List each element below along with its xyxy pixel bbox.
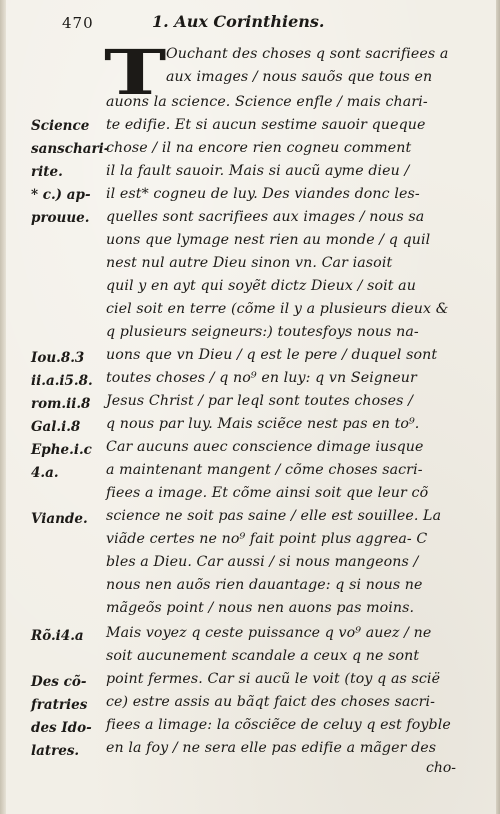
text-line: mãgeõs point / nous nen auons pas moins.	[106, 600, 415, 616]
margin-note: fratries	[31, 697, 88, 713]
text-line: toutes choses / q no⁹ en luy: q vn Seigneur	[106, 370, 417, 386]
margin-note: sanschari-	[31, 141, 110, 157]
text-line: nous nen auõs rien dauantage: q si nous ne	[106, 577, 423, 593]
margin-note: ii.a.i5.8.	[31, 373, 93, 389]
margin-note: des Ido-	[31, 720, 92, 736]
catchword: cho-	[426, 760, 457, 776]
margin-note: Science	[31, 118, 90, 134]
text-line: fiees a limage: la cõsciẽce de celuy q est foyble	[106, 717, 451, 733]
text-line: il la fault sauoir. Mais si aucũ ayme dieu /	[106, 163, 410, 179]
page-number: 470	[62, 14, 94, 32]
running-head: 1. Aux Corinthiens.	[152, 12, 325, 31]
margin-note: latres.	[31, 743, 80, 759]
margin-note: Ephe.i.c	[31, 442, 92, 458]
text-line: aux images / nous sauõs que tous en	[166, 69, 433, 85]
text-line: q plusieurs seigneurs:) toutesfoys nous na-	[106, 324, 419, 340]
text-line: point fermes. Car si aucũ le voit (toy q as scië	[106, 671, 441, 687]
text-line: auons la science. Science enfle / mais chari-	[106, 94, 428, 110]
text-line: bles a Dieu. Car aussi / si nous mangeons /	[106, 554, 419, 570]
text-line: en la foy / ne sera elle pas edifie a mãger des	[106, 740, 437, 756]
text-line: a maintenant mangent / cõme choses sacri-	[106, 462, 423, 478]
text-line: q nous par luy. Mais sciẽce nest pas en to⁹.	[106, 416, 420, 432]
margin-note: Gal.i.8	[31, 419, 81, 435]
text-line: uons que vn Dieu / q est le pere / duquel sont	[106, 347, 438, 363]
page-edge-right	[496, 0, 500, 814]
text-line: viãde certes ne no⁹ fait point plus aggrea- C	[106, 531, 428, 547]
margin-note: prouue.	[31, 210, 90, 226]
page-edge-shadow	[0, 0, 6, 814]
margin-note: Iou.8.3	[31, 350, 85, 366]
text-line: quelles sont sacrifiees aux images / nous sa	[106, 209, 425, 225]
text-line: Mais voyez q ceste puissance q vo⁹ auez / ne	[106, 625, 432, 641]
margin-note: rite.	[31, 164, 63, 180]
margin-note: Viande.	[31, 511, 88, 527]
text-line: science ne soit pas saine / elle est souillee. La	[106, 508, 442, 524]
text-line: soit aucunement scandale a ceux q ne sont	[106, 648, 420, 664]
margin-note: 4.a.	[31, 465, 59, 481]
text-line: nest nul autre Dieu sinon vn. Car iasoit	[106, 255, 393, 271]
text-line: fiees a image. Et cõme ainsi soit que leur cõ	[106, 485, 429, 501]
drop-cap: T	[104, 36, 167, 109]
text-line: il est* cogneu de luy. Des viandes donc les-	[106, 186, 420, 202]
margin-note: Des cõ-	[31, 674, 87, 690]
margin-note: rom.ii.8	[31, 396, 91, 412]
text-line: te edifie. Et si aucun sestime sauoir queque	[106, 117, 426, 133]
text-line: quil y en ayt qui soyẽt dictz Dieux / soit au	[106, 278, 416, 294]
margin-note: Rõ.i4.a	[31, 628, 84, 644]
text-line: Ouchant des choses q sont sacrifiees a	[166, 46, 449, 62]
text-line: ciel soit en terre (cõme il y a plusieurs dieux &	[106, 301, 449, 317]
text-line: chose / il na encore rien cogneu comment	[106, 140, 412, 156]
margin-note: * c.) ap-	[31, 187, 91, 203]
text-line: Car aucuns auec conscience dimage iusque	[106, 439, 424, 455]
text-line: uons que lymage nest rien au monde / q quil	[106, 232, 431, 248]
text-line: ce) estre assis au bãqt faict des choses sacri-	[106, 694, 436, 710]
text-line: Jesus Christ / par leql sont toutes choses /	[106, 393, 413, 409]
